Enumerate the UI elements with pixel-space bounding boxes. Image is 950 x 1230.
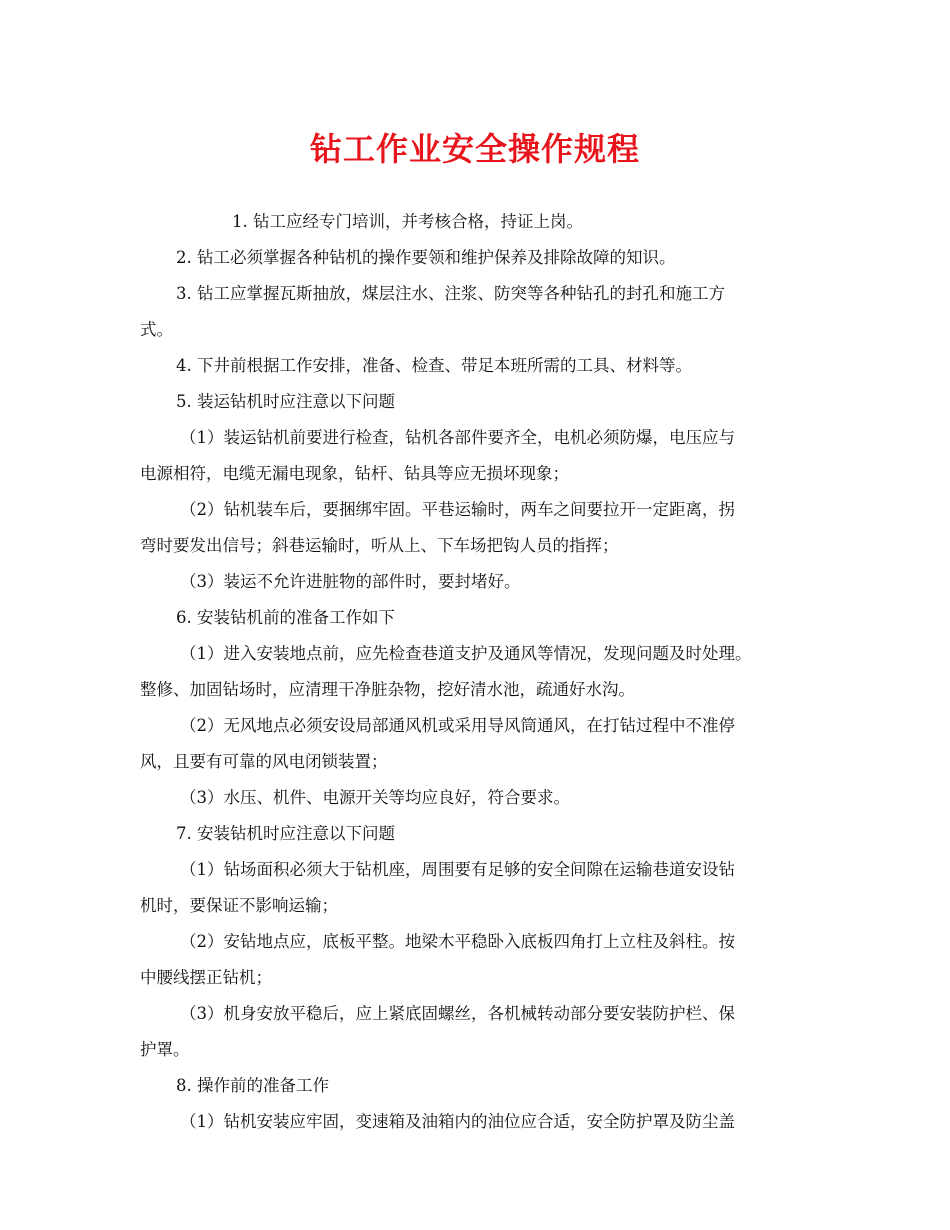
paragraph-line: 式。 — [140, 320, 173, 339]
paragraph-line: （1）钻场面积必须大于钻机座，周围要有足够的安全间隙在运输巷道安设钻 — [180, 860, 735, 879]
document-title: 钻工作业安全操作规程 — [309, 130, 640, 168]
paragraph-line: （2）钻机装车后，要捆绑牢固。平巷运输时，两车之间要拉开一定距离，拐 — [180, 500, 735, 519]
paragraph-line: （3）机身安放平稳后，应上紧底固螺丝，各机械转动部分要安装防护栏、保 — [180, 1004, 735, 1023]
paragraph-line: （3）水压、机件、电源开关等均应良好，符合要求。 — [180, 788, 570, 807]
paragraph-line: 整修、加固钻场时，应清理干净脏杂物，挖好清水池，疏通好水沟。 — [140, 680, 635, 699]
paragraph-line: 机时，要保证不影响运输； — [140, 896, 338, 915]
paragraph-line: （1）进入安装地点前，应先检查巷道支护及通风等情况，发现问题及时处理。 — [180, 644, 752, 663]
paragraph-line: 7. 安装钻机时应注意以下问题 — [176, 824, 395, 843]
paragraph-line: （3）装运不允许进脏物的部件时，要封堵好。 — [180, 572, 521, 591]
paragraph-line: 6. 安装钻机前的准备工作如下 — [176, 608, 395, 627]
paragraph-line: （2）无风地点必须安设局部通风机或采用导风筒通风，在打钻过程中不准停 — [180, 716, 735, 735]
paragraph-line: （1）装运钻机前要进行检查，钻机各部件要齐全，电机必须防爆，电压应与 — [180, 428, 735, 447]
paragraph-line: 护罩。 — [140, 1040, 190, 1059]
paragraph-line: 4. 下井前根据工作安排，准备、检查、带足本班所需的工具、材料等。 — [176, 356, 692, 375]
paragraph-line: 2. 钻工必须掌握各种钻机的操作要领和维护保养及排除故障的知识。 — [176, 248, 676, 267]
paragraph-line: 5. 装运钻机时应注意以下问题 — [176, 392, 395, 411]
paragraph-line: 风，且要有可靠的风电闭锁装置； — [140, 752, 388, 771]
document-body — [140, 204, 818, 1140]
paragraph-line: 1. 钻工应经专门培训，并考核合格，持证上岗。 — [232, 212, 583, 231]
paragraph-line: 3. 钻工应掌握瓦斯抽放，煤层注水、注浆、防突等各种钻孔的封孔和施工方 — [176, 284, 725, 303]
paragraph-line: 电源相符，电缆无漏电现象，钻杆、钻具等应无损坏现象； — [140, 464, 569, 483]
paragraph-line: （1）钻机安装应牢固，变速箱及油箱内的油位应合适，安全防护罩及防尘盖 — [180, 1112, 735, 1131]
paragraph-line: 中腰线摆正钻机； — [140, 968, 272, 987]
paragraph-line: 弯时要发出信号；斜巷运输时，听从上、下车场把钩人员的指挥； — [140, 536, 619, 555]
paragraph-line: 8. 操作前的准备工作 — [176, 1076, 329, 1095]
paragraph-line: （2）安钻地点应，底板平整。地梁木平稳卧入底板四角打上立柱及斜柱。按 — [180, 932, 735, 951]
